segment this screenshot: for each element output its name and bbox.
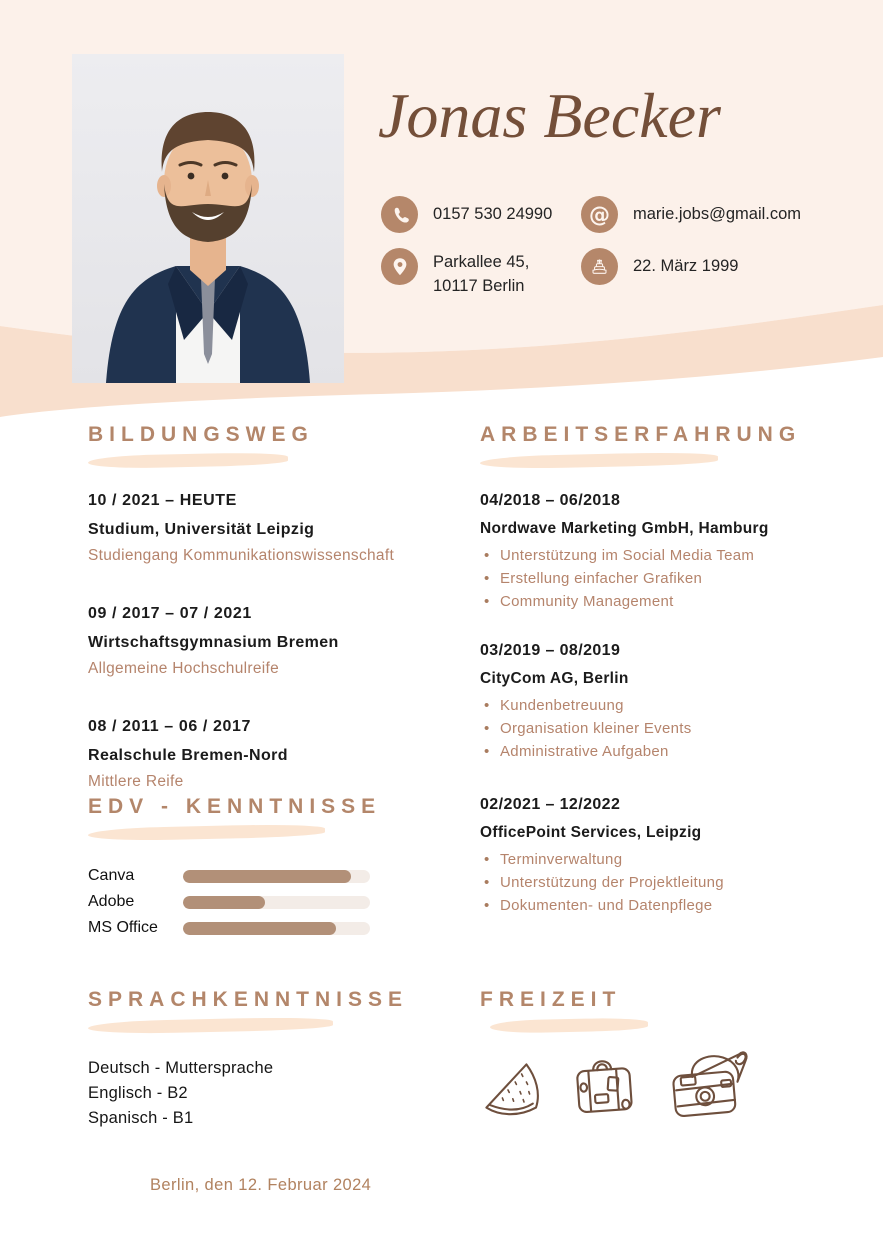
section-hobbies <box>480 988 780 1124</box>
job-entry <box>480 639 840 763</box>
job-company: CityCom AG, Berlin <box>480 670 629 687</box>
email-at-icon: @ <box>581 196 618 233</box>
skill-bar-track <box>183 870 370 883</box>
job-period: 03/2019 – 08/2019 <box>480 642 621 659</box>
skill-bar-track <box>183 922 370 935</box>
location-pin-icon <box>381 248 418 285</box>
job-bullet-list <box>480 694 840 763</box>
job-entry <box>480 489 840 613</box>
address-line2: 10117 Berlin <box>433 277 525 295</box>
education-title: Wirtschaftsgymnasium Bremen <box>88 634 339 651</box>
suitcase-icon <box>570 1048 642 1124</box>
skill-bar-fill <box>183 896 265 909</box>
job-company: Nordwave Marketing GmbH, Hamburg <box>480 520 769 537</box>
job-bullet-list <box>480 848 840 917</box>
job-bullet-list <box>480 544 840 613</box>
education-period: 10 / 2021 – HEUTE <box>88 492 237 509</box>
education-period: 08 / 2011 – 06 / 2017 <box>88 718 251 735</box>
job-bullet: • Erstellung einfacher Grafiken <box>480 567 840 590</box>
watermelon-icon <box>480 1056 544 1124</box>
job-bullet: • Dokumenten- und Datenpflege <box>480 894 840 917</box>
contact-phone <box>381 196 581 233</box>
footer-date-line: Berlin, den 12. Februar 2024 <box>150 1176 372 1194</box>
education-subtitle: Mittlere Reife <box>88 773 184 790</box>
skill-list <box>88 863 433 941</box>
languages-heading: SPRACHKENNTNISSE <box>88 988 409 1011</box>
experience-heading: ARBEITSERFAHRUNG <box>480 423 802 446</box>
job-bullet: • Organisation kleiner Events <box>480 717 840 740</box>
skill-label: MS Office <box>88 919 158 936</box>
contact-email <box>581 196 801 233</box>
job-bullet: • Kundenbetreuung <box>480 694 840 717</box>
education-entry <box>88 715 433 793</box>
phone-icon <box>381 196 418 233</box>
section-experience <box>480 423 840 917</box>
job-bullet: • Unterstützung im Social Media Team <box>480 544 840 567</box>
contact-birthday <box>581 248 801 298</box>
hobbies-heading: FREIZEIT <box>480 988 622 1011</box>
birthday-cake-icon <box>581 248 618 285</box>
section-education <box>88 423 433 793</box>
section-computer-skills <box>88 795 433 941</box>
education-entry <box>88 602 433 680</box>
heading-underline <box>480 451 718 469</box>
skill-row <box>88 889 433 915</box>
hobby-icons <box>480 1046 780 1124</box>
language-item: Englisch - B2 <box>88 1084 188 1102</box>
portrait-illustration <box>72 54 344 383</box>
language-item: Deutsch - Muttersprache <box>88 1059 274 1077</box>
education-title: Studium, Universität Leipzig <box>88 521 315 538</box>
job-period: 04/2018 – 06/2018 <box>480 492 621 509</box>
heading-underline <box>88 452 288 470</box>
language-list <box>88 1056 433 1131</box>
education-period: 09 / 2017 – 07 / 2021 <box>88 605 252 622</box>
job-bullet: • Community Management <box>480 590 840 613</box>
job-period: 02/2021 – 12/2022 <box>480 796 621 813</box>
heading-underline <box>88 823 325 841</box>
section-languages <box>88 988 433 1131</box>
skill-bar-fill <box>183 870 351 883</box>
job-company: OfficePoint Services, Leipzig <box>480 824 702 841</box>
skill-row <box>88 915 433 941</box>
education-title: Realschule Bremen-Nord <box>88 747 288 764</box>
phone-number: 0157 530 24990 <box>433 205 553 223</box>
skill-label: Adobe <box>88 893 135 910</box>
education-entry <box>88 489 433 567</box>
heading-underline <box>490 1017 648 1034</box>
job-bullet: • Administrative Aufgaben <box>480 740 840 763</box>
education-subtitle: Allgemeine Hochschulreife <box>88 660 280 677</box>
language-item: Spanisch - B1 <box>88 1109 194 1127</box>
birthday-text: 22. März 1999 <box>633 257 739 275</box>
person-name: Jonas Becker <box>378 80 721 151</box>
education-heading: BILDUNGSWEG <box>88 423 314 446</box>
email-address: marie.jobs@gmail.com <box>633 205 802 223</box>
address-line1: Parkallee 45, <box>433 253 530 271</box>
education-subtitle: Studiengang Kommunikationswissenschaft <box>88 547 395 564</box>
skill-bar-track <box>183 896 370 909</box>
camera-icon <box>668 1046 752 1124</box>
contact-address <box>381 248 581 298</box>
job-bullet: • Unterstützung der Projektleitung <box>480 871 840 894</box>
heading-underline <box>88 1016 333 1035</box>
contact-block <box>381 196 801 298</box>
job-entry <box>480 793 840 917</box>
skill-bar-fill <box>183 922 336 935</box>
skills-heading: EDV - KENNTNISSE <box>88 795 382 818</box>
profile-photo <box>72 54 344 383</box>
address-text <box>433 248 529 298</box>
job-bullet: • Terminverwaltung <box>480 848 840 871</box>
skill-label: Canva <box>88 867 135 884</box>
skill-row <box>88 863 433 889</box>
